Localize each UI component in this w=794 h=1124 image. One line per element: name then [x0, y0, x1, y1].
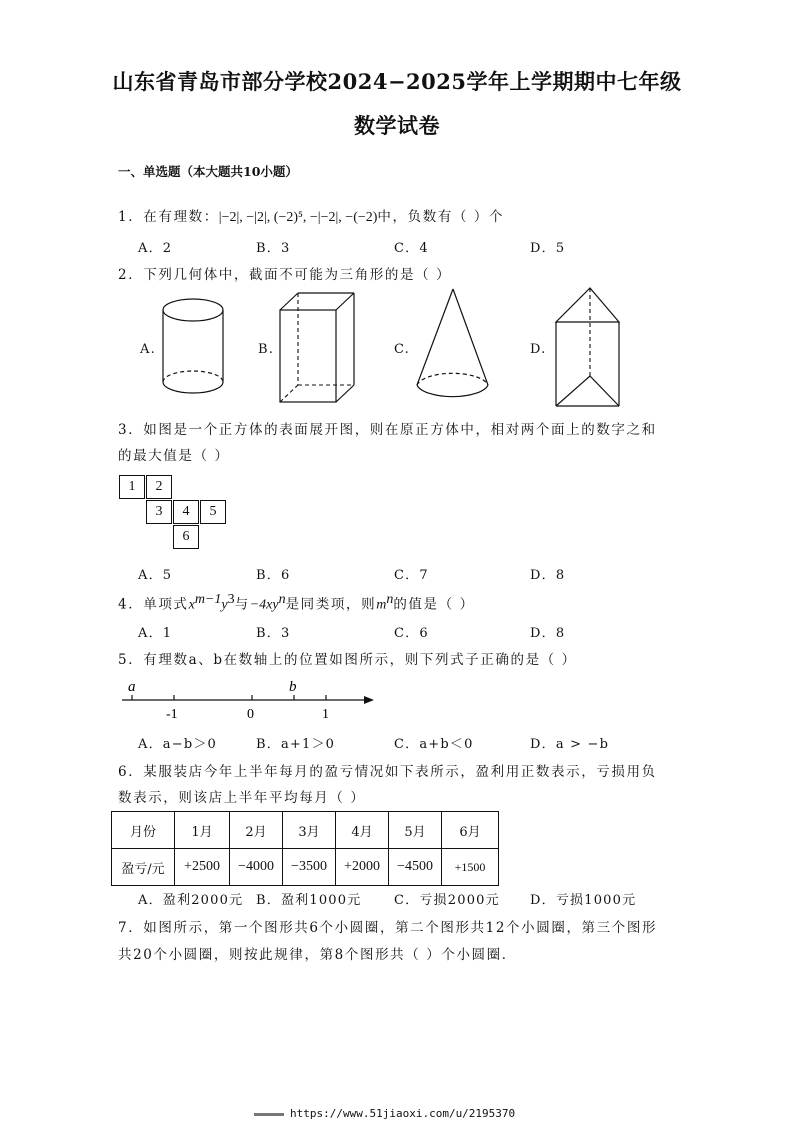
- cube-net-cell: 4: [173, 500, 199, 524]
- page-title: 山东省青岛市部分学校2024−2025学年上学期期中七年级: [112, 69, 682, 94]
- table-cell: +1500: [442, 849, 499, 886]
- table-cell: −4000: [230, 849, 283, 886]
- q4-term2: y: [221, 597, 228, 613]
- cube-net-cell: 6: [173, 525, 199, 549]
- question-6-line1: 6．某服装店今年上半年每月的盈亏情况如下表所示，盈利用正数表示，亏损用负: [118, 764, 657, 780]
- q3-option-c: C．7: [394, 568, 429, 583]
- q4-part1: 4．单项式: [118, 596, 189, 613]
- q6-option-a: A．盈利2000元: [138, 893, 244, 908]
- question-7-line1: 7．如图所示，第一个图形共6个小圆圈，第二个图形共12个小圆圈，第三个图形: [118, 920, 658, 936]
- q5-option-c: C．a+b＜0: [394, 737, 474, 752]
- cube-net-cell: 5: [200, 500, 226, 524]
- q4-term2-exp: 3: [227, 592, 235, 607]
- q4-term4: m: [376, 597, 387, 613]
- table-header-row: [112, 812, 499, 849]
- q4-term1: x: [188, 597, 195, 613]
- q4-term3: −4xy: [249, 597, 279, 613]
- cube-net-cell: 2: [146, 475, 172, 499]
- table-cell: +2000: [336, 849, 389, 886]
- cube-net-cell: 1: [119, 475, 145, 499]
- table-cell: 1月: [175, 812, 230, 849]
- footer-watermark: [254, 1107, 515, 1120]
- q5-option-b: B．a+1＞0: [256, 737, 336, 752]
- q6-option-d: D．亏损1000元: [530, 893, 637, 908]
- question-5: 5．有理数a、b在数轴上的位置如图所示，则下列式子正确的是（ ）: [118, 652, 577, 668]
- q4-option-b: B．3: [256, 626, 291, 641]
- q3-option-b: B．6: [256, 568, 291, 583]
- q5-option-a: A．a−b＞0: [138, 737, 218, 752]
- prism-figure: [552, 284, 624, 412]
- table-row: [112, 849, 499, 886]
- number-line: [118, 676, 380, 722]
- table-cell: −3500: [283, 849, 336, 886]
- axis-label-minus1: -1: [166, 707, 178, 722]
- page-subtitle: 数学试卷: [354, 113, 440, 138]
- q6-option-c: C．亏损2000元: [394, 893, 500, 908]
- table-cell: 月份: [112, 812, 175, 849]
- section-heading: 一、单选题（本大题共10小题）: [118, 164, 298, 179]
- q4-option-a: A．1: [138, 626, 173, 641]
- q3-option-a: A．5: [138, 568, 173, 583]
- q2-label-d: D.: [530, 342, 547, 357]
- table-cell: +2500: [175, 849, 230, 886]
- cube-net-cell: 3: [146, 500, 172, 524]
- axis-label-a: a: [128, 679, 136, 695]
- q2-label-c: C.: [394, 342, 411, 357]
- table-cell: 盈亏/元: [112, 849, 175, 886]
- question-1: [118, 205, 504, 226]
- question-4: [118, 592, 475, 614]
- q6-option-b: B．盈利1000元: [256, 893, 362, 908]
- q4-term3-exp: n: [278, 592, 286, 607]
- footer-url[interactable]: https://www.51jiaoxi.com/u/2195370: [290, 1107, 516, 1120]
- table-cell: 4月: [336, 812, 389, 849]
- axis-label-one: 1: [322, 707, 329, 722]
- q1-math: |−2|, −|2|, (−2)⁵, −|−2|, −(−2): [218, 210, 378, 225]
- cylinder-figure: [160, 296, 230, 402]
- q3-option-d: D．8: [530, 568, 566, 583]
- axis-label-b: b: [289, 679, 297, 695]
- q4-term1-exp: m−1: [194, 592, 222, 607]
- table-cell: −4500: [389, 849, 442, 886]
- q4-part2: 与: [234, 596, 250, 613]
- table-cell: 3月: [283, 812, 336, 849]
- table-cell: 6月: [442, 812, 499, 849]
- q1-option-b: B．3: [256, 241, 291, 256]
- question-3-line1: 3．如图是一个正方体的表面展开图，则在原正方体中，相对两个面上的数字之和: [118, 422, 657, 438]
- q4-option-c: C．6: [394, 626, 429, 641]
- q2-label-b: B.: [258, 342, 275, 357]
- q1-suffix: 中，负数有（ ）个: [377, 209, 505, 225]
- axis-label-zero: 0: [247, 707, 254, 722]
- logo-icon: [254, 1113, 284, 1116]
- cone-figure: [410, 285, 494, 411]
- q4-term4-exp: n: [386, 592, 394, 607]
- q5-option-d: D．a > −b: [530, 737, 610, 752]
- question-2: 2．下列几何体中，截面不可能为三角形的是（ ）: [118, 267, 452, 283]
- q1-prefix: 1．在有理数：: [118, 209, 219, 225]
- q4-part3: 是同类项，则: [285, 596, 377, 613]
- q1-option-d: D．5: [530, 241, 566, 256]
- profit-table: [111, 811, 499, 886]
- q2-label-a: A.: [140, 342, 156, 357]
- question-6-line2: 数表示，则该店上半年平均每月（ ）: [118, 790, 366, 806]
- question-3-line2: 的最大值是（ ）: [118, 448, 230, 464]
- q4-option-d: D．8: [530, 626, 566, 641]
- cuboid-figure: [276, 290, 362, 408]
- question-7-line2: 共20个小圆圈，则按此规律，第8个图形共（ ）个小圆圈．: [118, 947, 517, 963]
- q4-part4: 的值是（ ）: [393, 596, 475, 613]
- table-cell: 2月: [230, 812, 283, 849]
- q1-option-a: A．2: [138, 241, 173, 256]
- q1-option-c: C．4: [394, 241, 429, 256]
- table-cell: 5月: [389, 812, 442, 849]
